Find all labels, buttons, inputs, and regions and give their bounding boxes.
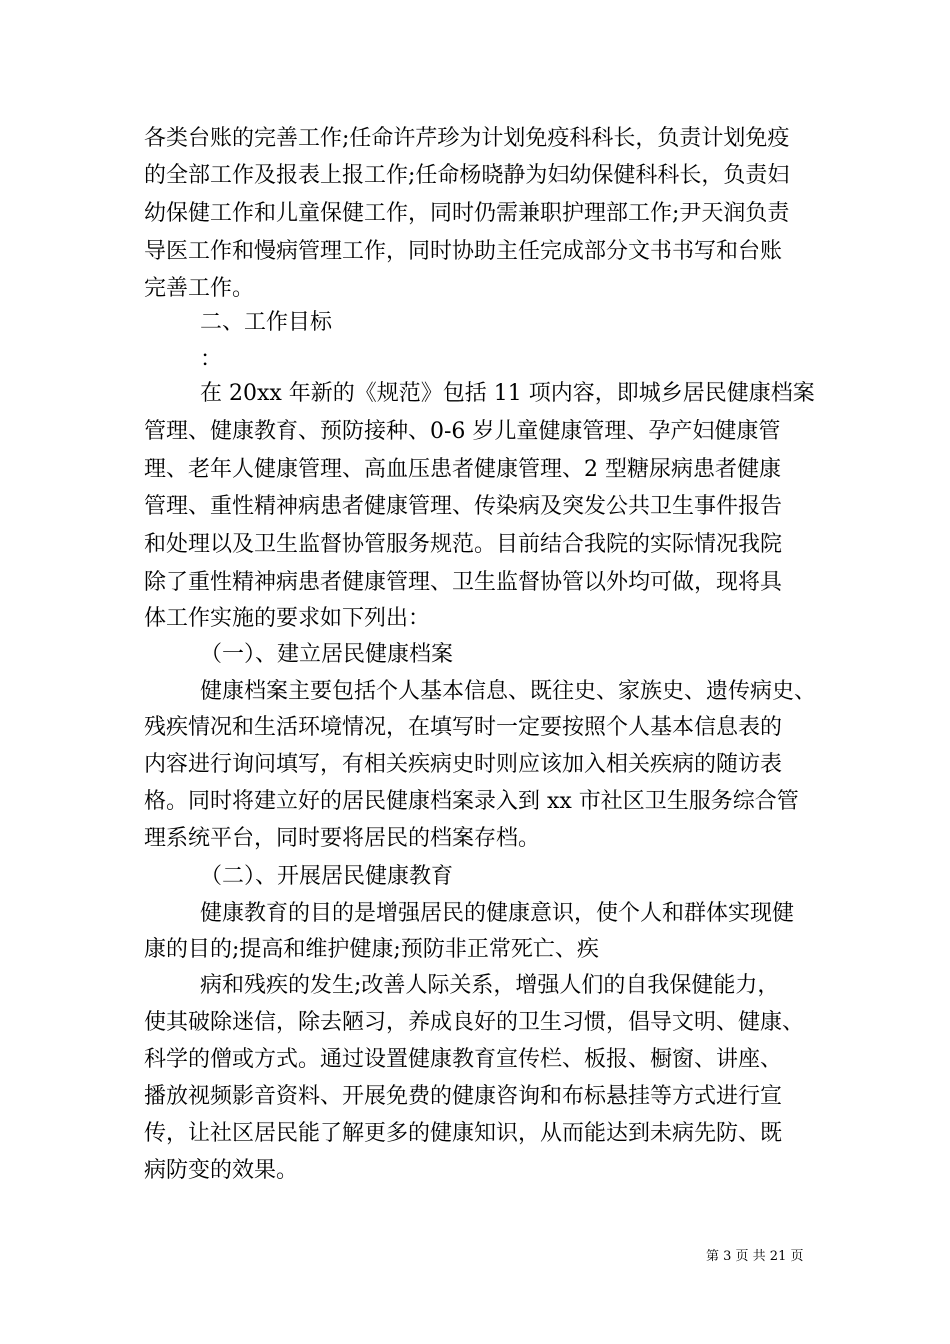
paragraph-line: 理、老年人健康管理、高血压患者健康管理、2 型糖尿病患者健康 xyxy=(144,457,781,482)
paragraph-line: 播放视频影音资料、开展免费的健康咨询和布标悬挂等方式进行宣 xyxy=(144,1084,783,1109)
paragraph-line: 使其破除迷信，除去陋习，养成良好的卫生习惯，倡导文明、健康、 xyxy=(144,1010,805,1035)
paragraph-line: 的全部工作及报表上报工作;任命杨晓静为妇幼保健科科长，负责妇 xyxy=(144,163,790,188)
paragraph-line: 和处理以及卫生监督协管服务规范。目前结合我院的实际情况我院 xyxy=(144,532,783,557)
paragraph-line: ： xyxy=(200,347,223,372)
paragraph-line: 完善工作。 xyxy=(144,276,255,301)
paragraph-line: 病防变的效果。 xyxy=(144,1158,299,1183)
paragraph-line: 各类台账的完善工作;任命许芹珍为计划免疫科科长，负责计划免疫 xyxy=(144,126,790,151)
paragraph-line: 内容进行询问填写，有相关疾病史时则应该加入相关疾病的随访表 xyxy=(144,752,783,777)
subsection-heading: （二）、开展居民健康教育 xyxy=(200,864,454,889)
paragraph-line: 康的目的;提高和维护健康;预防非正常死亡、疾 xyxy=(144,937,599,962)
paragraph-line: 管理、重性精神病患者健康管理、传染病及突发公共卫生事件报告 xyxy=(144,494,783,519)
subsection-heading: （一）、建立居民健康档案 xyxy=(200,642,454,667)
paragraph-line: 残疾情况和生活环境情况，在填写时一定要按照个人基本信息表的 xyxy=(144,715,783,740)
paragraph-line: 幼保健工作和儿童保健工作，同时仍需兼职护理部工作;尹天润负责 xyxy=(144,201,790,226)
paragraph-line: 体工作实施的要求如下列出： xyxy=(144,606,431,631)
section-heading: 二、工作目标 xyxy=(200,310,333,335)
paragraph-line: 管理、健康教育、预防接种、0-6 岁儿童健康管理、孕产妇健康管 xyxy=(144,419,781,444)
paragraph-line: 传，让社区居民能了解更多的健康知识，从而能达到未病先防、既 xyxy=(144,1121,783,1146)
paragraph-line: 健康档案主要包括个人基本信息、既往史、家族史、遗传病史、 xyxy=(200,679,817,704)
paragraph-line: 格。同时将建立好的居民健康档案录入到 xx 市社区卫生服务综合管 xyxy=(144,789,799,814)
paragraph-line: 在 20xx 年新的《规范》包括 11 项内容，即城乡居民健康档案 xyxy=(200,381,815,406)
paragraph-line: 科学的僧或方式。通过设置健康教育宣传栏、板报、橱窗、讲座、 xyxy=(144,1047,783,1072)
paragraph-line: 病和残疾的发生;改善人际关系，增强人们的自我保健能力， xyxy=(200,973,780,998)
paragraph-line: 理系统平台，同时要将居民的档案存档。 xyxy=(144,826,541,851)
page-number-footer: 第 3 页 共 21 页 xyxy=(706,1249,804,1264)
paragraph-line: 除了重性精神病患者健康管理、卫生监督协管以外均可做，现将具 xyxy=(144,570,783,595)
paragraph-line: 导医工作和慢病管理工作，同时协助主任完成部分文书书写和台账 xyxy=(144,239,783,264)
paragraph-line: 健康教育的目的是增强居民的健康意识，使个人和群体实现健 xyxy=(200,901,795,926)
